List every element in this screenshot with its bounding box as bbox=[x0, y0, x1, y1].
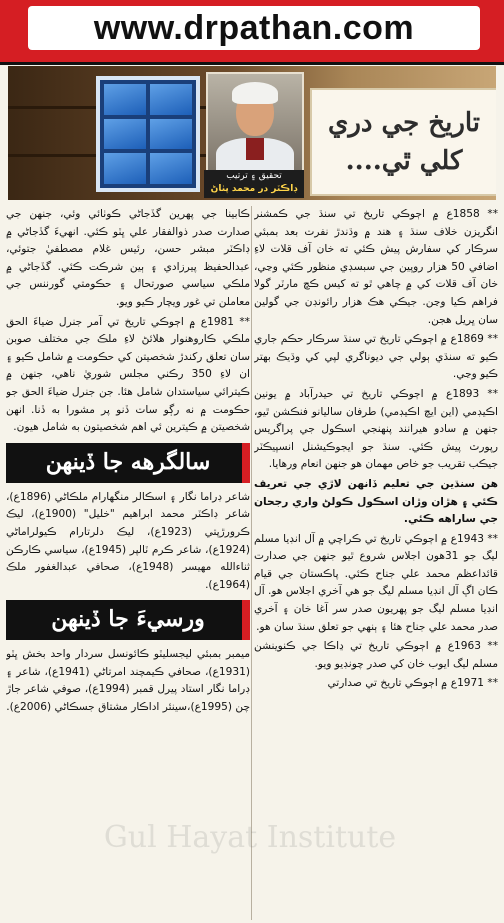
history-entry: ڪابينا جي پهرين گڏجاڻي ڪوٺائي وئي، جنهن جي صدارت صدر ذوالفقار علي ڀٽو ڪئي. انهيءَ گڏجاڻي ۾ ڊاڪٽر مبشر حسن، رئيس غلام مصطفيٰ جتوئي، عبدالحفيظ پيرزادي ۽ ٻين شرڪت ڪئي. گڏجاڻي ۾ ملڪي سياسي صورتحال ۽ حڪومتي گورننس جي معاملن تي غور ويچار ڪيو ويو. bbox=[6, 208, 250, 308]
site-url[interactable]: www.drpathan.com bbox=[93, 8, 415, 47]
right-column bbox=[254, 206, 498, 920]
anniversaries-heading-text: ورسيءَ جا ڏينهن bbox=[51, 606, 205, 633]
column-banner bbox=[8, 66, 496, 200]
credit-name: ڊاڪٽر در محمد پٺاڻ bbox=[210, 184, 298, 194]
author-photo bbox=[206, 72, 304, 172]
column-divider bbox=[251, 206, 252, 920]
author-credit bbox=[204, 170, 304, 198]
history-entry: ** 1963ع ۾ اڄوڪي تاريخ تي ڍاڪا جي ڪنوينشن مسلم ليگ ايوب خان کي صدر چونڊيو ويو. bbox=[254, 640, 498, 670]
birthdays-list: شاعر ڊراما نگار ۽ اسڪالر منگهارام ملڪاڻي (1896ع)، شاعر ڊاڪٽر محمد ابراهيم "خليل" (1900ع)، ليڪ ڪرورڙپتي (1923ع)، ليڪ دلرتارام ڪيولراماڻي (1924ع)، شاعر ڪرم ٽالپر (1945ع)، سياسي ڪارڪن ثناءالله مهيسر (1948ع)، صحافي عبدالغفور ملڪ (1964ع). bbox=[6, 490, 250, 591]
site-header bbox=[0, 0, 504, 65]
history-entry: ** 1893ع ۾ اڄوڪي تاريخ تي حيدرآباد ۾ يونين اڪيڊمي (اين ايچ اڪيڊمي) طرفان ساليانو فنڪشن ٿيو، جنهن ۾ سادو هيرانند پنهنجي اسڪول جي پراگريس رپورٽ پيش ڪئي. سنڌ جو ايجوڪيشنل انسپيڪٽر جيڪب تقريب جو خاص مهمان هو جنهن انعام ورهايا. bbox=[254, 387, 498, 471]
history-entry: ** 1971ع ۾ اڄوڪي تاريخ تي صدارتي bbox=[327, 677, 498, 690]
history-entry: ** 1981ع ۾ اڄوڪي تاريخ تي آمر جنرل ضياءَ الحق ملڪي ڪاروهنوار هلائڻ لاءِ ملڪ جي مختلف صوبن سان تعلق رکندڙ شخصيتن کي حڪومت ۾ شامل ڪيو ۽ ان لاءِ 350 رڪني مجلس شوريٰ ناهي، جنهن ۾ ڪيترائي سياستدان شامل هئا. جن جنرل ضياءَ الحق جو حڪومت ۾ نه رڳو سات ڏنو پر مشورا به ڏنا. انهن شخصيتن ۾ ڪيترين ئي اهم شخصيتون به شامل هيون. bbox=[6, 315, 250, 434]
history-entry: هن سنڌين جي تعليم ڏانهن لاڙي جي تعريف ڪئي ۽ هڙان وڙان اسڪول ڪولڻ واري رجحان جي ساراهه ڪئي. bbox=[254, 477, 498, 526]
title-line-2: کلي ٿي.... bbox=[345, 146, 463, 176]
credit-label: تحقيق ۽ ترتيب bbox=[226, 171, 282, 181]
heading-accent bbox=[242, 600, 250, 640]
anniversaries-heading bbox=[6, 600, 250, 640]
history-entry: ** 1869ع ۾ اڄوڪي تاريخ تي سنڌ سرڪار حڪم جاري ڪيو ته سنڌي ٻولي جي ديوناگري لپي کي وڌيڪ بهتر ڪيو وڃي. bbox=[254, 333, 498, 381]
window-graphic bbox=[96, 76, 200, 192]
history-entry: ** 1943ع ۾ اڄوڪي تاريخ تي ڪراچي ۾ آل انڊيا مسلم ليگ جو 31هون اجلاس شروع ٿيو جنهن جي صدارت قائداعظم محمد علي جناح ڪئي. پاڪستان جي قيام ڪان اڳ آل انڊيا مسلم ليگ جو هي آخري اجلاس هو. آل انڊيا مسلم ليگ جو پهريون صدر سر آغا خان ۽ آخري صدر محمد علي جناح هئا ۽ ٻنهي جو تعلق سنڌ سان هو. bbox=[254, 532, 498, 633]
heading-accent bbox=[242, 443, 250, 483]
title-line-1: تاريخ جي دري bbox=[327, 108, 481, 138]
left-column bbox=[6, 206, 250, 920]
anniversaries-list: ميمبر بمبئي ليجسليٽو ڪائونسل سردار واحد بخش ڀٽو (1931ع)، صحافي ڪيمچند امرتاڻي (1941ع)، شاعر ۽ ڊراما نگار استاد پيرل قمبر (1994ع)، صوفي شاعر جاڙ چن (1995ع)،سينئر اداڪار مشتاق جسڪاڻي (2006ع). bbox=[6, 648, 250, 714]
column-title bbox=[310, 88, 496, 196]
watermark: Gul Hayat Institute bbox=[103, 820, 397, 855]
site-url-bar[interactable] bbox=[28, 6, 480, 50]
birthdays-heading-text: سالگرهه جا ڏينهن bbox=[45, 448, 211, 475]
history-entry: ** 1858ع ۾ اڄوڪي تاريخ تي سنڌ جي ڪمشنر انگريزن خلاف سنڌ ۽ هند ۾ وڌندڙ نفرت بعد بمبئي سرڪار کي سفارش پيش ڪئي ته خان آف قلات لاءِ اضافي 50 هزار روپين جي سبسڊي منظور ڪئي وڃي، خان آف قلات کي ۾ چاهي ٿو ته کيس ڪڇ مارٽر گولا فراهم ڪيا وڃن. جيڪي هڪ هزار رائونڊن جي گولين سان ڀريل هجن. bbox=[254, 208, 498, 326]
birthdays-heading bbox=[6, 443, 250, 483]
